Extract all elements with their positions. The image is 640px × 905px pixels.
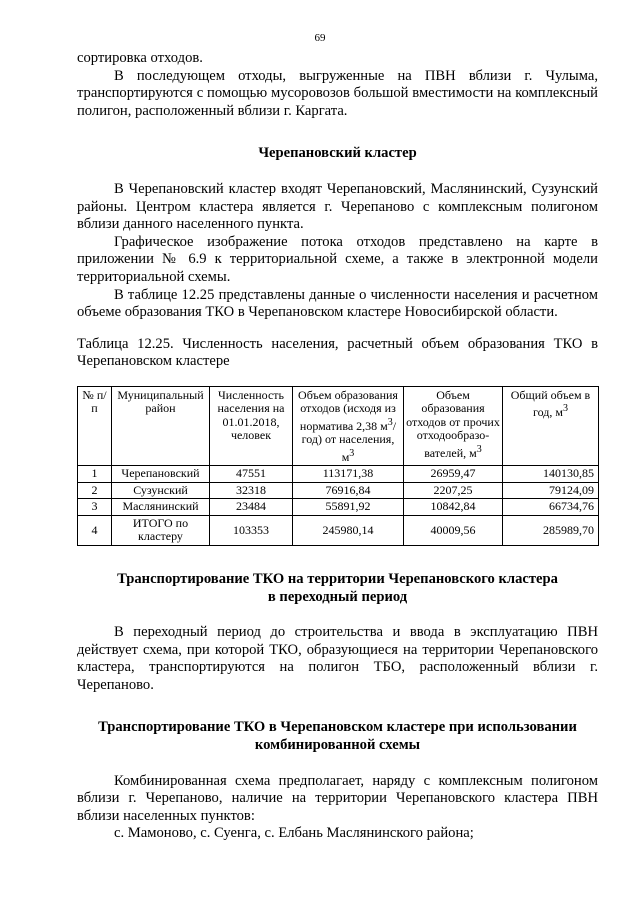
cell-volume-other: 10842,84 [404,499,503,516]
header-volume-other: Объем образования отходов от прочих отходообразо-вателей, $м^3$ [404,386,503,466]
paragraph-settlements-list: с. Мамоново, с. Суенга, с. Елбань Маслянинского района; [114,825,474,842]
header-district: Муниципальный район [112,386,210,466]
header-volume-population: Объем образования отходов (исходя из норматива 2,38 $м^3/год$) от населения, $м^3$ [293,386,404,466]
section-title-line: в переходный период [267,588,408,605]
section-title-combined-scheme [77,719,598,754]
paragraph-cluster-composition: В Черепановский кластер входят Черепановский, Маслянинский, Сузунский районы. Центром кластера является г. Черепаново с комплексным полигоном вблизи данного населенного пункта. [77,180,598,233]
table-caption: Таблица 12.25. Численность населения, расчетный объем образования ТКО в Черепановском кластере [77,335,598,370]
page-content [77,50,598,843]
cell-district: Сузунский [112,482,210,499]
section-title-transition-period [77,571,598,606]
population-waste-table [77,386,599,546]
cell-volume-population: 55891,92 [293,499,404,516]
paragraph-transport-chulym: В последующем отходы, выгруженные на ПВН вблизи г. Чулыма, транспортируются с помощью мусоровозов большой вместимости на комплексный полигон, расположенный вблизи г. Каргата. [77,67,598,119]
cell-volume-other: 40009,56 [404,515,503,545]
cell-total: 66734,76 [503,499,599,516]
cell-population: 32318 [210,482,293,499]
header-number: № п/п [78,386,112,466]
cell-district: Черепановский [112,466,210,483]
paragraph-combined-scheme: Комбинированная схема предполагает, наряду с комплексным полигоном вблизи г. Черепаново, наличие на территории Черепановского кластера ПВН вблизи населенных пунктов: [77,772,598,824]
section-title-line: Транспортирование ТКО в Черепановском кластере при использовании [98,719,577,736]
cell-volume-population: 245980,14 [293,515,404,545]
section-title-line: Транспортирование ТКО на территории Черепановского кластера [117,570,558,587]
table-row-total [78,515,599,545]
cell-district: Маслянинский [112,499,210,516]
cell-number: 3 [78,499,112,516]
cell-population: 47551 [210,466,293,483]
header-total-volume: Общий объем в год, $м^3$ [503,386,599,466]
section-title-cherepanovsky-cluster: Черепановский кластер [258,145,417,162]
paragraph-table-reference: В таблице 12.25 представлены данные о численности населения и расчетном объеме образования ТКО в Черепановском кластере Новосибирской области. [77,286,598,321]
cell-total: 79124,09 [503,482,599,499]
paragraph-graphic-map: Графическое изображение потока отходов представлено на карте в приложении № 6.9 к территориальной схеме, а также в электронной модели территориальной схемы. [77,233,598,285]
table-header-row [78,386,599,466]
table-row [78,466,599,483]
cell-number: 1 [78,466,112,483]
cell-population: 23484 [210,499,293,516]
cell-district: ИТОГО по кластеру [112,515,210,545]
paragraph-transition-scheme: В переходный период до строительства и ввода в эксплуатацию ПВН действует схема, при которой ТКО, образующиеся на территории Черепановского кластера, транспортируются на полигон ТБО, расположенный вблизи г. Черепаново. [77,624,598,693]
cell-volume-population: 113171,38 [293,466,404,483]
page-number: 69 [314,32,326,44]
cell-population: 103353 [210,515,293,545]
cell-total: 285989,70 [503,515,599,545]
paragraph-continuation: сортировка отходов. [77,50,203,66]
cell-number: 2 [78,482,112,499]
header-population: Численность населения на 01.01.2018, человек [210,386,293,466]
cell-number: 4 [78,515,112,545]
cell-total: 140130,85 [503,466,599,483]
cell-volume-other: 2207,25 [404,482,503,499]
table-row [78,482,599,499]
cell-volume-other: 26959,47 [404,466,503,483]
section-title-line: комбинированной схемы [254,737,421,754]
cell-volume-population: 76916,84 [293,482,404,499]
table-row [78,499,599,516]
